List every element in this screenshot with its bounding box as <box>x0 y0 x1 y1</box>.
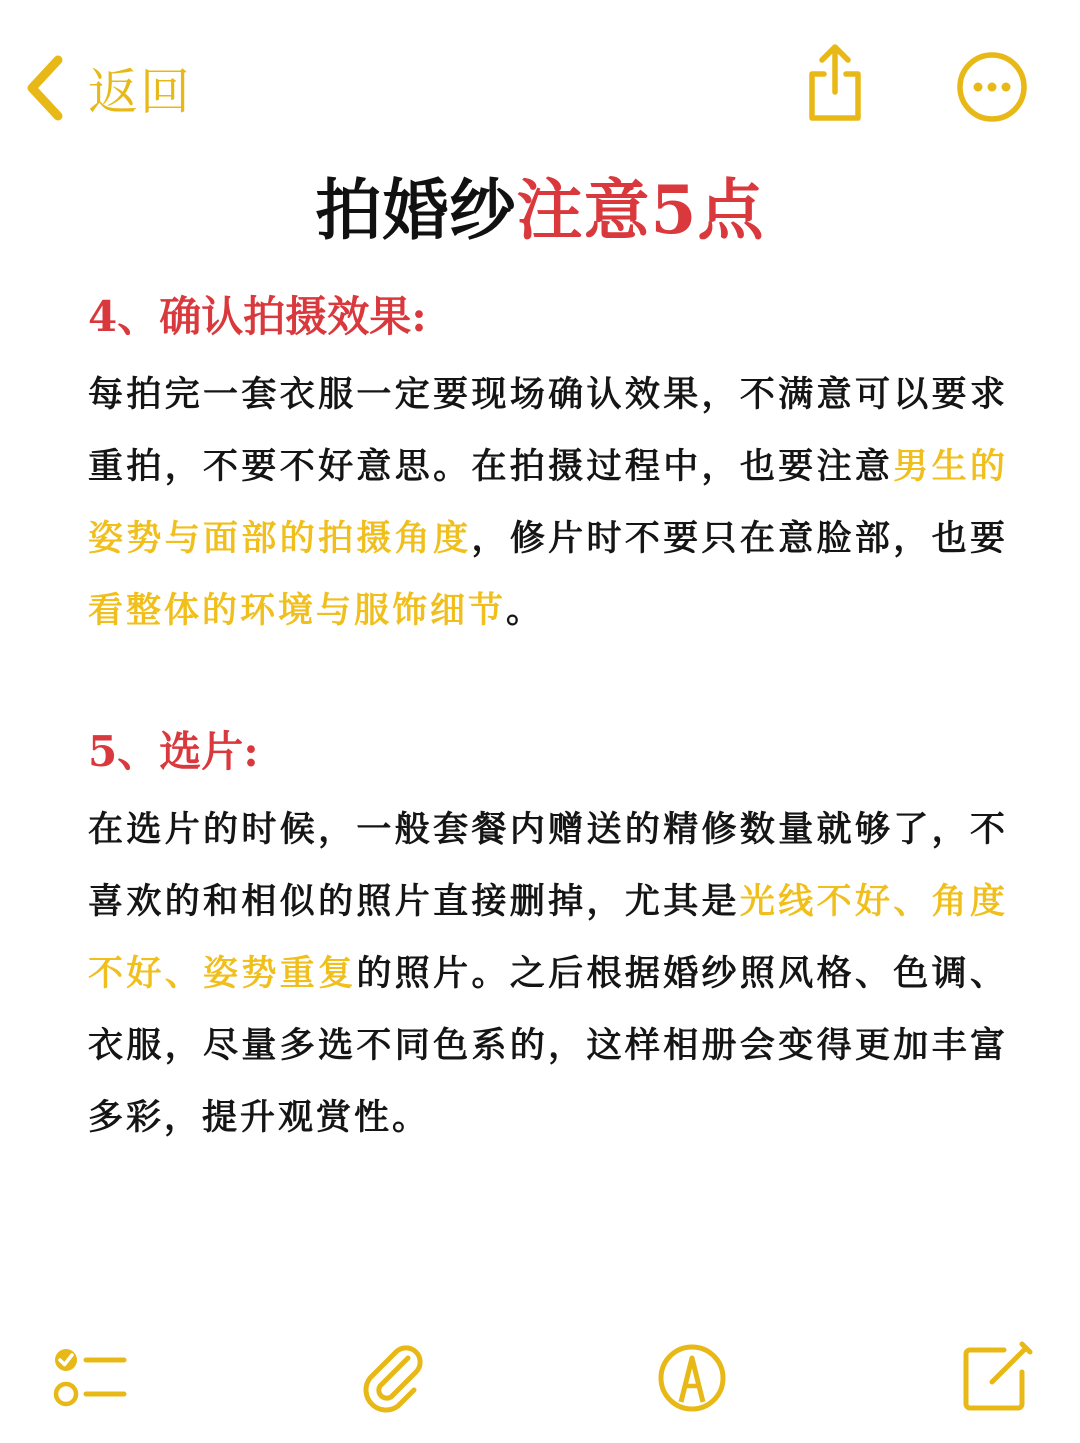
title-part-accent: 注意5点 <box>516 171 765 249</box>
ellipsis-circle-icon <box>955 50 1029 124</box>
back-label: 返回 <box>88 63 192 121</box>
page-title <box>0 165 1080 255</box>
highlight-text: 男生的姿势与面部的拍摄角度 <box>88 446 1008 559</box>
text-run: 。 <box>506 590 545 631</box>
back-button[interactable] <box>22 48 192 128</box>
checklist-button[interactable] <box>48 1336 128 1416</box>
section-heading: 5、选片: <box>88 727 259 776</box>
markup-button[interactable] <box>652 1336 732 1416</box>
share-button[interactable] <box>800 40 870 124</box>
section-paragraph <box>88 359 1008 647</box>
more-options-button[interactable] <box>955 50 1029 124</box>
highlight-text: 看整体的环境与服饰细节 <box>88 590 507 631</box>
compose-button[interactable] <box>958 1336 1038 1416</box>
title-part-main: 拍婚纱 <box>315 171 517 249</box>
section-confirm-effect <box>88 287 1008 647</box>
checklist-icon <box>48 1336 128 1416</box>
section-paragraph <box>88 794 1008 1154</box>
text-run: 的照片。之后根据婚纱照风格、色调、衣服，尽量多选不同色系的，这样相册会变得更加丰富多彩，提升观赏性。 <box>88 953 1008 1138</box>
bottom-toolbar <box>0 1330 1080 1443</box>
attach-button[interactable] <box>352 1336 432 1416</box>
section-select-photos <box>88 722 1008 1154</box>
chevron-left-icon <box>22 52 66 124</box>
paperclip-icon <box>352 1336 432 1416</box>
compose-icon <box>958 1336 1038 1416</box>
text-run: 每拍完一套衣服一定要现场确认效果，不满意可以要求重拍，不要不好意思。在拍摄过程中，也要注意 <box>88 374 1008 487</box>
text-run: 在选片的时候，一般套餐内赠送的精修数量就够了，不喜欢的和相似的照片直接删掉，尤其是 <box>88 809 1008 922</box>
text-run: ，修片时不要只在意脸部，也要 <box>471 518 1008 559</box>
top-navigation-bar <box>0 0 1080 170</box>
share-icon <box>800 40 870 124</box>
section-heading: 4、确认拍摄效果: <box>88 292 427 341</box>
markup-pen-icon <box>652 1336 732 1416</box>
highlight-text: 光线不好、角度不好、姿势重复 <box>88 881 1008 994</box>
